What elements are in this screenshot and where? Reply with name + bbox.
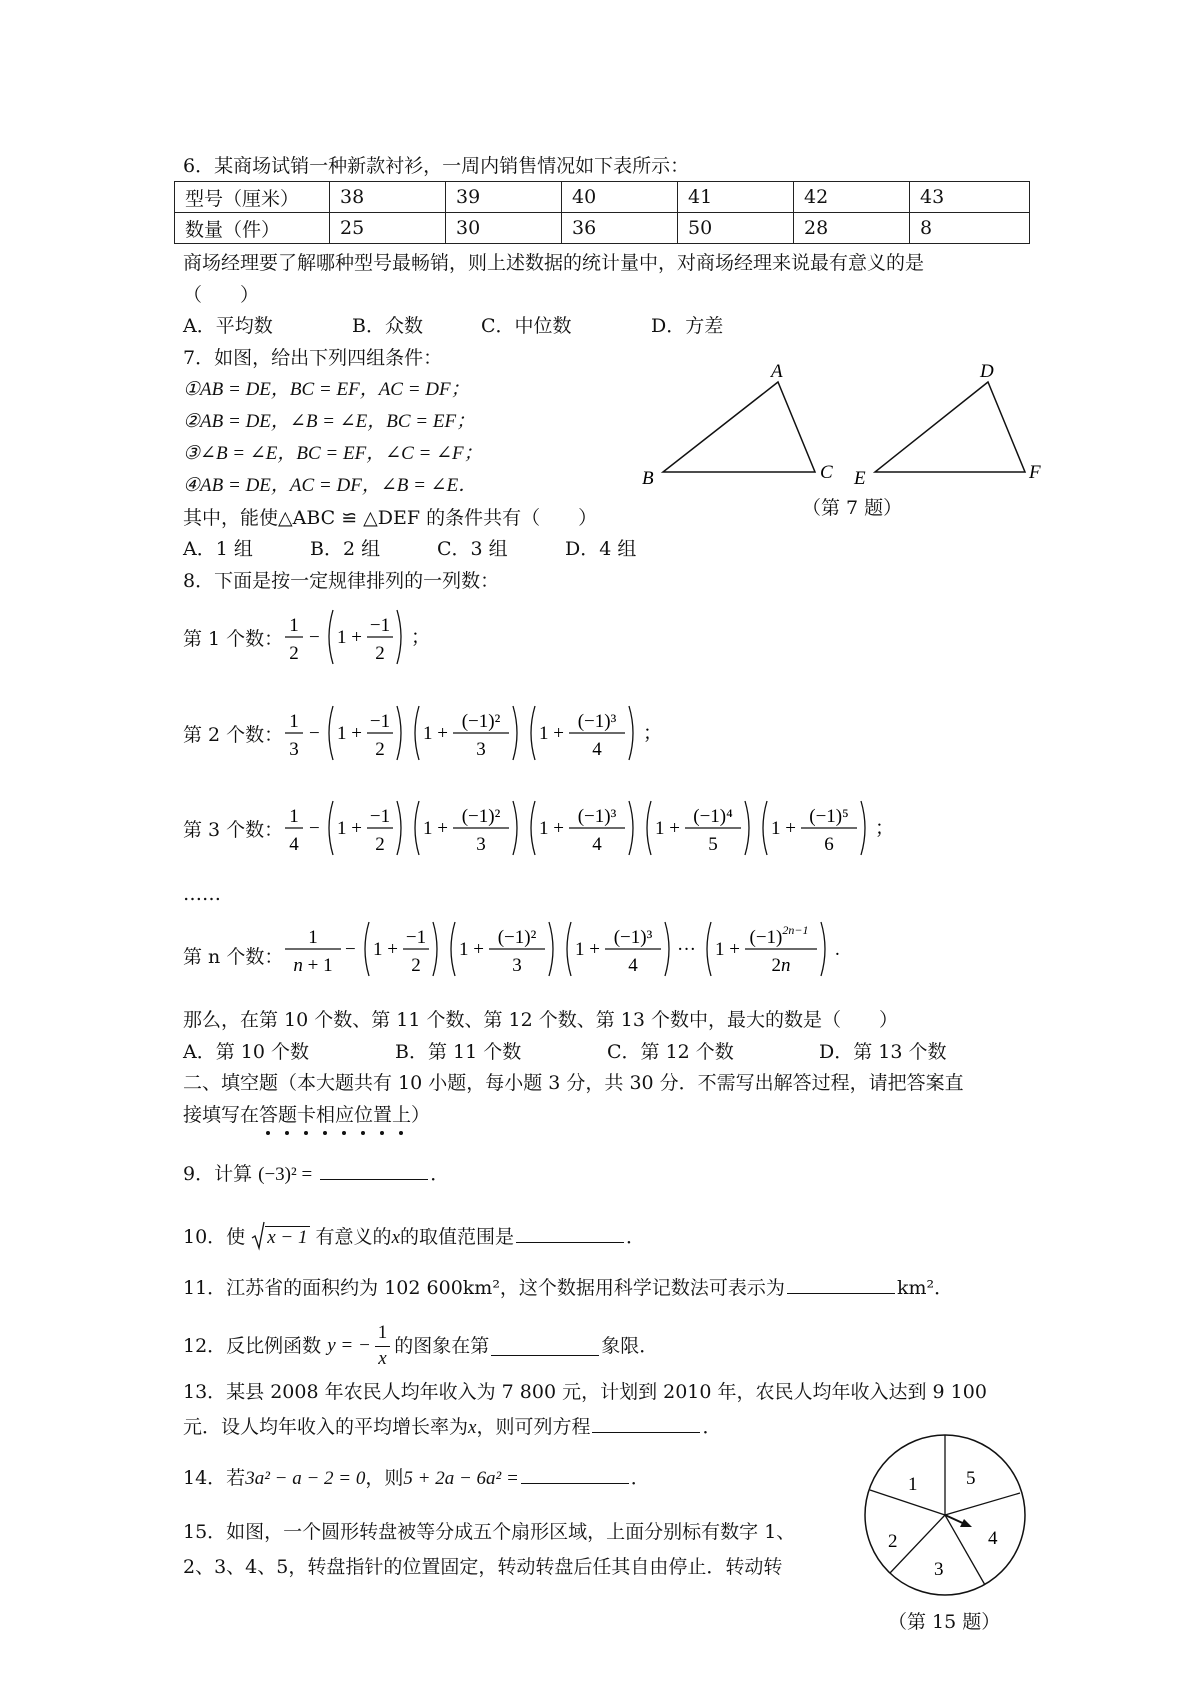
q13-suffix: ． [702, 1416, 722, 1438]
q6-option-a: A．平均数 [183, 315, 273, 337]
q13-prefix: 元．设人均年收入的平均增长率为 [183, 1416, 469, 1438]
svg-text:−1: −1 [369, 806, 391, 827]
math-symbol: 1 + [423, 818, 448, 839]
fraction [801, 806, 857, 855]
svg-text:(−1)²: (−1)² [497, 927, 537, 948]
paren [665, 922, 669, 976]
q8-expression-1 [285, 605, 445, 669]
q12-lhs: y = − [327, 1334, 371, 1356]
paren [433, 922, 437, 976]
sector-label-3: 3 [934, 1559, 944, 1580]
svg-text:(−1)⁵: (−1)⁵ [809, 806, 849, 827]
cell-size: 41 [678, 182, 794, 213]
math-symbol: ； [411, 627, 431, 648]
vertex-label-a: A [771, 361, 783, 382]
vertex-label-e: E [854, 468, 866, 489]
fraction [605, 927, 661, 976]
q7-option-a: A．1 组 [183, 538, 253, 560]
svg-text:6: 6 [824, 834, 834, 855]
svg-text:(−1)²: (−1)² [461, 806, 501, 827]
q9-line [183, 1160, 449, 1188]
q13-variable: x [468, 1417, 477, 1438]
q11-line [183, 1274, 953, 1301]
svg-text:3: 3 [289, 739, 299, 760]
triangle-def [875, 382, 1025, 472]
math-symbol: 1 + [539, 818, 564, 839]
emphasis-dot [285, 1131, 289, 1135]
q12-middle: 的图象在第 [394, 1334, 490, 1357]
svg-text:2: 2 [375, 643, 385, 664]
triangle-abc [663, 382, 815, 472]
paren [513, 801, 517, 855]
paren [397, 801, 401, 855]
sector-label-1: 1 [908, 1474, 918, 1495]
q7-stem: 7．如图，给出下列四组条件： [183, 347, 443, 369]
section2-line2-prefix: 接填写在 [183, 1104, 260, 1126]
q8-ellipsis: …… [183, 883, 221, 905]
sales-table [174, 181, 1030, 244]
svg-text:4: 4 [592, 834, 602, 855]
math-symbol: 1 + [575, 939, 600, 960]
svg-text:(−1)³: (−1)³ [613, 927, 653, 948]
cell-count: 28 [794, 213, 910, 244]
math-symbol: 1 + [423, 723, 448, 744]
fraction [453, 806, 509, 855]
paren [365, 922, 369, 976]
svg-text:1: 1 [308, 927, 318, 948]
q14-middle: ，则 [365, 1467, 404, 1489]
svg-text:2: 2 [289, 643, 299, 664]
q6-stem: 6．某商场试销一种新款衬衫，一周内销售情况如下表所示： [183, 155, 690, 177]
q7-figure-caption: （第 7 题） [802, 497, 903, 519]
paren [707, 922, 711, 976]
q9-suffix: ． [430, 1163, 450, 1185]
row-label-size: 型号（厘米） [175, 182, 330, 213]
q8-stem: 8．下面是按一定规律排列的一列数： [183, 570, 500, 592]
cell-count: 50 [678, 213, 794, 244]
paren [415, 706, 419, 760]
cell-size: 40 [562, 182, 678, 213]
q9-answer-blank[interactable] [320, 1160, 428, 1180]
q7-condition-3: ③∠B = ∠E，BC = EF，∠C = ∠F； [183, 443, 483, 464]
paren [647, 801, 651, 855]
q8-option-a: A．第 10 个数 [183, 1041, 309, 1063]
q9-expression: (−3)² = [258, 1164, 313, 1185]
svg-text:3: 3 [512, 955, 522, 976]
svg-text:1: 1 [289, 615, 299, 636]
emphasis-dot [380, 1131, 384, 1135]
math-symbol: ； [875, 818, 895, 839]
q7-condition-1: ①AB = DE，BC = EF，AC = DF； [183, 379, 470, 400]
q11-unit: km²． [896, 1277, 954, 1299]
cell-count: 8 [910, 213, 1030, 244]
emphasis-dot [266, 1131, 270, 1135]
q12-line [183, 1316, 658, 1376]
math-symbol: 1 + [715, 939, 740, 960]
cell-count: 30 [446, 213, 562, 244]
q10-answer-blank[interactable] [516, 1223, 624, 1243]
cell-size: 38 [330, 182, 446, 213]
q12-fraction [375, 1321, 391, 1371]
svg-text:5: 5 [708, 834, 718, 855]
q12-prefix: 12．反比例函数 [183, 1334, 322, 1357]
paren [513, 706, 517, 760]
paren [549, 922, 553, 976]
q7-triangles-figure [630, 360, 1050, 490]
math-symbol: 1 + [337, 723, 362, 744]
q11-text: 11．江苏省的面积约为 102 600km²，这个数据用科学记数法可表示为 [183, 1277, 785, 1299]
math-symbol: − [309, 818, 320, 839]
q10-rest: 的取值范围是 [400, 1226, 515, 1248]
q14-answer-blank[interactable] [521, 1464, 629, 1484]
sector-label-4: 4 [988, 1528, 998, 1549]
q13-answer-blank[interactable] [592, 1413, 700, 1433]
math-symbol: ··· [677, 939, 696, 960]
spinner-divider [945, 1493, 1020, 1515]
emphasis-dot [342, 1131, 346, 1135]
q10-suffix: ． [626, 1226, 646, 1248]
q14-prefix: 14．若 [183, 1467, 246, 1489]
svg-text:2: 2 [375, 739, 385, 760]
q8-option-d: D．第 13 个数 [819, 1041, 947, 1063]
fraction [745, 923, 817, 976]
q10-variable: x [391, 1227, 400, 1248]
svg-text:−1: −1 [405, 927, 427, 948]
svg-text:(−1)⁴: (−1)⁴ [693, 806, 733, 827]
fraction [403, 927, 429, 976]
q6-option-c: C．中位数 [481, 315, 572, 337]
paren [531, 801, 535, 855]
svg-text:1: 1 [289, 806, 299, 827]
svg-text:2: 2 [375, 834, 385, 855]
svg-text:2n: 2n [771, 955, 791, 976]
svg-text:4: 4 [628, 955, 638, 976]
svg-text:−1: −1 [369, 711, 391, 732]
q6-question-line1: 商场经理要了解哪种型号最畅销，则上述数据的统计量中，对商场经理来说最有意义的是 [183, 252, 925, 274]
table-row [175, 182, 1030, 213]
q10-middle: 有意义的 [315, 1226, 392, 1248]
cell-size: 42 [794, 182, 910, 213]
row-label-count: 数量（件） [175, 213, 330, 244]
q13-middle: ，则可列方程 [476, 1416, 591, 1438]
sector-label-2: 2 [888, 1531, 898, 1552]
math-symbol: . [835, 939, 840, 960]
fraction [453, 711, 509, 760]
fraction [569, 806, 625, 855]
paren [861, 801, 865, 855]
paren [629, 706, 633, 760]
paren [567, 922, 571, 976]
q15-spinner-figure [860, 1430, 1030, 1600]
fraction [367, 615, 393, 664]
math-symbol: − [345, 939, 356, 960]
q8-label-n: 第 n 个数： [183, 946, 284, 968]
cell-count: 25 [330, 213, 446, 244]
paren [531, 706, 535, 760]
q7-question: 其中，能使△ABC ≌ △DEF 的条件共有（ ） [183, 507, 598, 529]
q14-expression-1: 3a² − a − 2 = 0 [245, 1468, 366, 1489]
vertex-label-d: D [980, 361, 994, 382]
q14-suffix: ． [630, 1467, 650, 1489]
q8-label-1: 第 1 个数： [183, 628, 284, 650]
q8-label-2: 第 2 个数： [183, 724, 284, 746]
fraction [285, 806, 303, 855]
q12-numerator: 1 [375, 1321, 391, 1347]
q10-sqrt [251, 1225, 309, 1251]
math-symbol: 1 + [373, 939, 398, 960]
q7-option-d: D．4 组 [565, 538, 637, 560]
math-symbol: 1 + [771, 818, 796, 839]
vertex-label-c: C [820, 462, 833, 483]
paren [745, 801, 749, 855]
svg-text:4: 4 [592, 739, 602, 760]
fraction [285, 615, 303, 664]
svg-text:(−1)2n−1: $(-1)^{2n-1}$ [749, 923, 809, 948]
paren [763, 801, 767, 855]
paren [629, 801, 633, 855]
section2-emphasis [259, 1104, 411, 1126]
section2-instructions-line1: 二、填空题（本大题共有 10 小题，每小题 3 分，共 30 分．不需写出解答过程，请把答案直 [183, 1072, 964, 1094]
emphasis-dot [304, 1131, 308, 1135]
svg-text:4: 4 [289, 834, 299, 855]
q8-option-b: B．第 11 个数 [395, 1041, 522, 1063]
q10-radicand: x − 1 [267, 1227, 308, 1248]
section2-instructions-line2 [183, 1103, 430, 1128]
paren [329, 706, 333, 760]
q6-option-d: D．方差 [651, 315, 724, 337]
sector-label-5: 5 [966, 1468, 976, 1489]
table-row [175, 213, 1030, 244]
q13-line2 [183, 1413, 721, 1441]
svg-text:(−1)³: (−1)³ [577, 711, 617, 732]
paren [821, 922, 825, 976]
emphasis-dot [399, 1131, 403, 1135]
q8-expression-n [285, 917, 845, 987]
q6-question-line2: （ ） [183, 284, 260, 306]
q13-line1: 13．某县 2008 年农民人均年收入为 7 800 元，计划到 2010 年，农民人均年收入达到 9 100 [183, 1381, 987, 1403]
q7-option-b: B．2 组 [310, 538, 381, 560]
q15-figure-caption: （第 15 题） [888, 1611, 1001, 1633]
q12-suffix: 象限． [601, 1334, 659, 1357]
fraction [367, 806, 393, 855]
svg-text:1: 1 [289, 711, 299, 732]
vertex-label-b: B [642, 468, 654, 489]
q10-prefix: 10．使 [183, 1226, 246, 1248]
cell-count: 36 [562, 213, 678, 244]
q8-expression-2 [285, 701, 665, 765]
q6-option-b: B．众数 [352, 315, 423, 337]
fraction [285, 927, 341, 976]
fraction [285, 711, 303, 760]
svg-text:−1: −1 [369, 615, 391, 636]
q15-line2: 2、3、4、5，转盘指针的位置固定，转动转盘后任其自由停止．转动转 [183, 1556, 783, 1578]
fraction [489, 927, 545, 976]
svg-text:(−1)²: (−1)² [461, 711, 501, 732]
q8-question: 那么，在第 10 个数、第 11 个数、第 12 个数、第 13 个数中，最大的数是（ ） [183, 1009, 899, 1031]
q12-denominator: x [378, 1347, 387, 1369]
section2-emphasis-text: 答题卡相应位置上 [259, 1104, 412, 1126]
fraction [367, 711, 393, 760]
math-symbol: − [309, 627, 320, 648]
fraction [685, 806, 741, 855]
section2-line2-suffix: ） [411, 1104, 431, 1126]
paren [397, 610, 401, 664]
q14-line [183, 1464, 650, 1492]
math-symbol: 1 + [459, 939, 484, 960]
q7-option-c: C．3 组 [437, 538, 508, 560]
q12-answer-blank[interactable] [491, 1336, 599, 1356]
math-symbol: − [309, 723, 320, 744]
q10-line [183, 1223, 645, 1251]
math-symbol: ； [643, 723, 663, 744]
q7-condition-2: ②AB = DE，∠B = ∠E，BC = EF； [183, 411, 476, 432]
paren [329, 801, 333, 855]
paren [397, 706, 401, 760]
math-symbol: 1 + [655, 818, 680, 839]
q14-expression-2: 5 + 2a − 6a² = [403, 1468, 519, 1489]
q8-option-c: C．第 12 个数 [607, 1041, 734, 1063]
svg-text:n + 1: n + 1 [293, 955, 333, 976]
paren [415, 801, 419, 855]
q11-answer-blank[interactable] [787, 1274, 895, 1294]
vertex-label-f: F [1029, 462, 1041, 483]
fraction [569, 711, 625, 760]
q8-label-3: 第 3 个数： [183, 819, 284, 841]
svg-text:3: 3 [476, 739, 486, 760]
q7-condition-4: ④AB = DE，AC = DF，∠B = ∠E． [183, 475, 478, 496]
emphasis-dot [323, 1131, 327, 1135]
svg-text:3: 3 [476, 834, 486, 855]
cell-size: 39 [446, 182, 562, 213]
svg-text:(−1)³: (−1)³ [577, 806, 617, 827]
math-symbol: 1 + [337, 818, 362, 839]
svg-text:2: 2 [411, 955, 421, 976]
cell-size: 43 [910, 182, 1030, 213]
paren [451, 922, 455, 976]
q8-expression-3 [285, 796, 895, 860]
math-symbol: 1 + [337, 627, 362, 648]
q9-prefix: 9．计算 [183, 1163, 253, 1185]
sqrt-icon [251, 1221, 265, 1251]
q15-line1: 15．如图，一个圆形转盘被等分成五个扇形区域，上面分别标有数字 1、 [183, 1521, 796, 1543]
paren [329, 610, 333, 664]
emphasis-dot [361, 1131, 365, 1135]
math-symbol: 1 + [539, 723, 564, 744]
